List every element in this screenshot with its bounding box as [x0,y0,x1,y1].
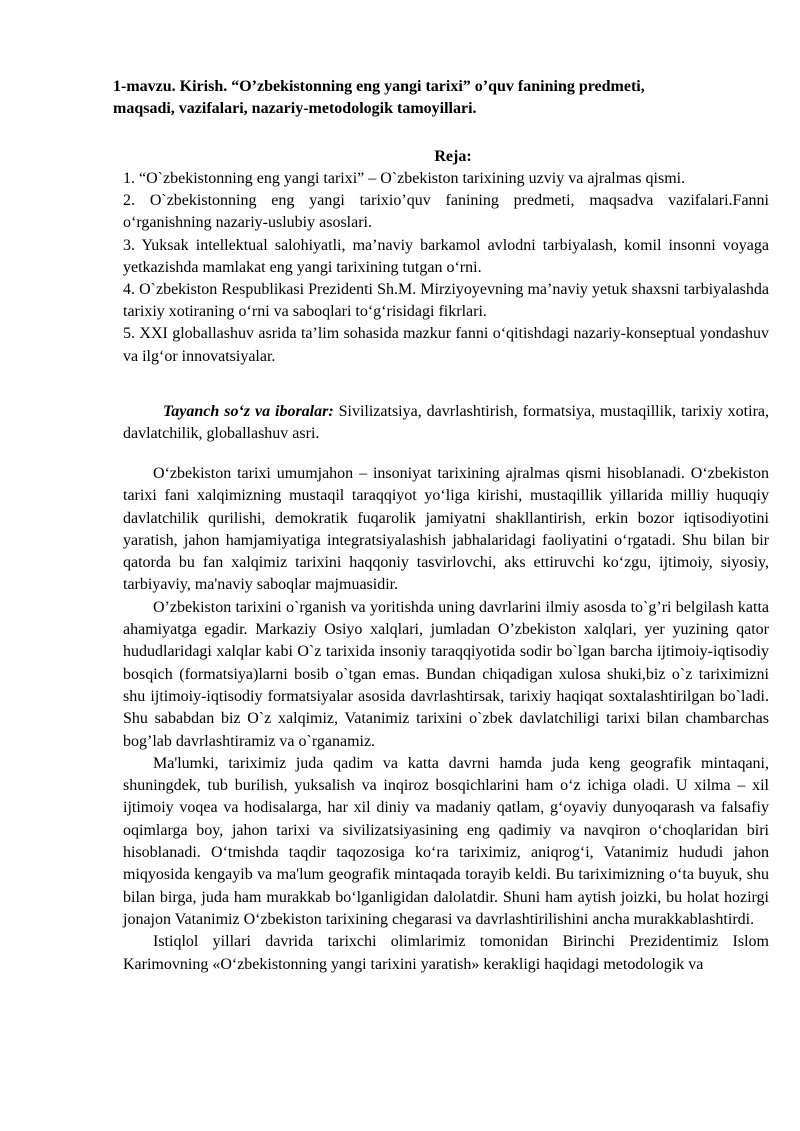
keywords-text: Sivilizatsiya, davrlashtirish, formatsiya, mustaqillik, tarixiy xotira, davlatchilik, globallashuv asri. [123,403,769,443]
lecture-title-line-1: 1-mavzu. Kirish. “O’zbekistonning eng yangi tarixi” o’quv fanining predmeti, [113,78,645,95]
body-text [123,463,769,976]
lecture-title [113,76,753,120]
body-paragraph-2: O’zbekiston tarixini o`rganish va yoritishda uning davrlarini ilmiy asosda to`g’ri belgilash katta ahamiyatga egadir. Markaziy Osiyo xalqlari, jumladan O’zbekiston xalqlari, yer yuzining qator hududlaridagi xalqlar kabi O`z tarixida insoniy taraqqiyotida sodir bo`lgan barcha ijtimoiy-iqtisodiy bosqich (formatsiya)larni bosib o`tgan emas. Bundan chiqadigan xulosa shuki,biz o`z tariximizni shu ijtimoiy-iqtisodiy formatsiyalar asosida davrlashtirsak, tarixiy haqiqat soxtalashtirilgan bo`ladi. Shu sababdan biz O`z xalqimiz, Vatanimiz tarixini o`zbek davlatchiligi tarixi bilan chambarchas bog’lab davrlashtiramiz va o`rganamiz. [123,598,769,750]
keywords-block [123,401,769,445]
plan-item-1: 1. “O`zbekistonning eng yangi tarixi” – O`zbekiston tarixining uzviy va ajralmas qismi. [123,170,686,187]
keywords-paragraph [123,401,769,445]
plan-heading: Reja: [434,148,472,165]
body-paragraph-1: O‘zbekiston tarixi umumjahon – insoniyat tarixining ajralmas qismi hisoblanadi. O‘zbekiston tarixi fani xalqimizning mustaqil taraqqiyot yo‘liga kirishi, mustaqillik yillarida milliy huquqiy davlatchilik qurilishi, demokratik fuqarolik jamiyatni shakllantirish, erkin bozor iqtisodiyotini yaratish, jahon hamjamiyatiga integratsiyalashish jabhalaridagi faoliyatini o‘rgatadi. Shu bilan bir qatorda bu fan xalqimiz tarixini haqqoniy tasvirlovchi, aks ettiruvchi ko‘zgu, ijtimoiy, siyosiy, tarbiyaviy, ma'naviy saboqlar majmuasidir. [123,465,769,594]
plan-item-5: 5. XXI globallashuv asrida ta’lim sohasida mazkur fanni o‘qitishdagi nazariy-konseptual yondashuv va ilg‘or innovatsiyalar. [123,325,769,365]
plan-item-2: 2. O`zbekistonning eng yangi tarixio’quv fanining predmeti, maqsadva vazifalari.Fanni o‘rganishning nazariy-uslubiy asoslari. [123,192,769,232]
lecture-title-line-2: maqsadi, vazifalari, nazariy-metodologik tamoyillari. [113,100,477,117]
body-paragraph-3: Ma'lumki, tariximiz juda qadim va katta davrni hamda juda keng geografik mintaqani, shuningdek, tub burilish, yuksalish va inqiroz bosqichlarini ham o‘z ichiga oladi. U xilma – xil ijtimoiy voqea va hodisalarga, har xil diniy va madaniy qatlam, g‘oyaviy dunyoqarash va falsafiy oqimlarga boy, jahon tarixi va sivilizatsiyasining eng qadimiy va navqiron o‘choqlaridan biri hisoblanadi. O‘tmishda taqdir taqozosiga ko‘ra tariximiz, aniqrog‘i, Vatanimiz hududi jahon miqyosida kengayib va ma'lum geografik mintaqada torayib keldi. Bu tariximizning o‘ta buyuk, shu bilan birga, juda ham murakkab bo‘lganligidan dalolatdir. Shuni ham aytish joizki, bu holat hozirgi jonajon Vatanimiz O‘zbekiston tarixining chegarasi va davrlashtirilishini ancha murakkablashtirdi. [123,754,769,928]
plan-item-4: 4. O`zbekiston Respublikasi Prezidenti Sh.M. Mirziyoyevning ma’naviy yetuk shaxsni tarbiyalashda tarixiy xotiraning o‘rni va saboqlari to‘g‘risidagi fikrlari. [123,281,769,321]
keywords-label: Tayanch so‘z va iboralar: [163,403,334,420]
body-paragraph-4: Istiqlol yillari davrida tarixchi olimlarimiz tomonidan Birinchi Prezidentimiz Islom Karimovning «O‘zbekistonning yangi tarixini yaratish» kerakligi haqidagi metodologik va [123,933,769,973]
plan-list [123,168,769,368]
plan-item-3: 3. Yuksak intellektual salohiyatli, ma’naviy barkamol avlodni tarbiyalash, komil insonni voyaga yetkazishda mamlakat eng yangi tarixining tutgan o‘rni. [123,236,769,276]
